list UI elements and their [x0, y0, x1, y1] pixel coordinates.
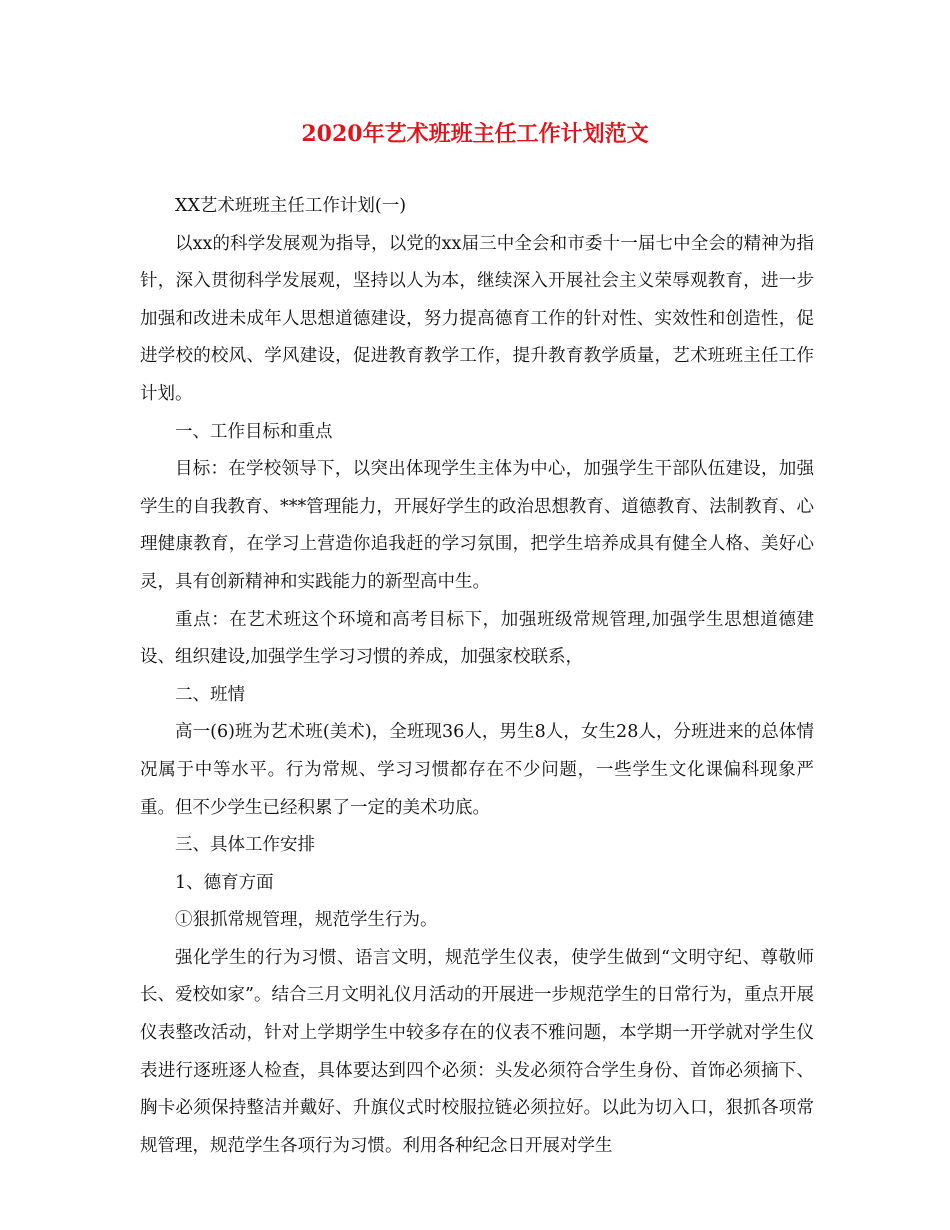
- paragraph-goals: 目标：在学校领导下，以突出体现学生主体为中心，加强学生干部队伍建设，加强学生的自我教育、***管理能力，开展好学生的政治思想教育、道德教育、法制教育、心理健康教育，在学习上营造你追我赶的学习氛围，把学生培养成具有健全人格、美好心灵，具有创新精神和实践能力的新型高中生。: [140, 459, 814, 592]
- section-heading-arrangements: 三、具体工作安排: [175, 835, 315, 856]
- document-title: 2020年艺术班班主任工作计划范文: [301, 121, 649, 147]
- section-heading-class-info: 二、班情: [175, 684, 245, 705]
- paragraph-class-info: 高一(6)班为艺术班(美术)，全班现36人，男生8人，女生28人，分班进来的总体情况属于中等水平。行为常规、学习习惯都存在不少问题，一些学生文化课偏科现象严重。但不少学生已经积累了一定的美术功底。: [140, 722, 814, 818]
- paragraph-guiding-principle: 以xx的科学发展观为指导，以党的xx届三中全会和市委十一届七中全会的精神为指针，深入贯彻科学发展观，坚持以人为本，继续深入开展社会主义荣辱观教育，进一步加强和改进未成年人思想道德建设，努力提高德育工作的针对性、实效性和创造性，促进学校的校风、学风建设，促进教育教学工作，提升教育教学质量，艺术班班主任工作计划。: [140, 233, 814, 404]
- subsection-heading-moral-education: 1、德育方面: [175, 872, 274, 893]
- item-heading-routine-management: ①狠抓常规管理，规范学生行为。: [175, 910, 438, 931]
- document-body: [140, 188, 814, 1165]
- section-heading-goals: 一、工作目标和重点: [175, 421, 333, 442]
- paragraph-behavior-standards: 强化学生的行为习惯、语言文明，规范学生仪表，使学生做到“文明守纪、尊敬师长、爱校如家”。结合三月文明礼仪月活动的开展进一步规范学生的日常行为，重点开展仪表整改活动，针对上学期学生中较多存在的仪表不雅问题，本学期一开学就对学生仪表进行逐班逐人检查，具体要达到四个必须：头发必须符合学生身份、首饰必须摘下、胸卡必须保持整洁并戴好、升旗仪式时校服拉链必须拉好。以此为切入口，狠抓各项常规管理，规范学生各项行为习惯。利用各种纪念日开展对学生: [140, 947, 814, 1156]
- paragraph-plan-heading: XX艺术班班主任工作计划(一): [175, 196, 407, 216]
- paragraph-key-points: 重点：在艺术班这个环境和高考目标下，加强班级常规管理,加强学生思想道德建设、组织建设,加强学生学习习惯的养成，加强家校联系，: [140, 609, 814, 668]
